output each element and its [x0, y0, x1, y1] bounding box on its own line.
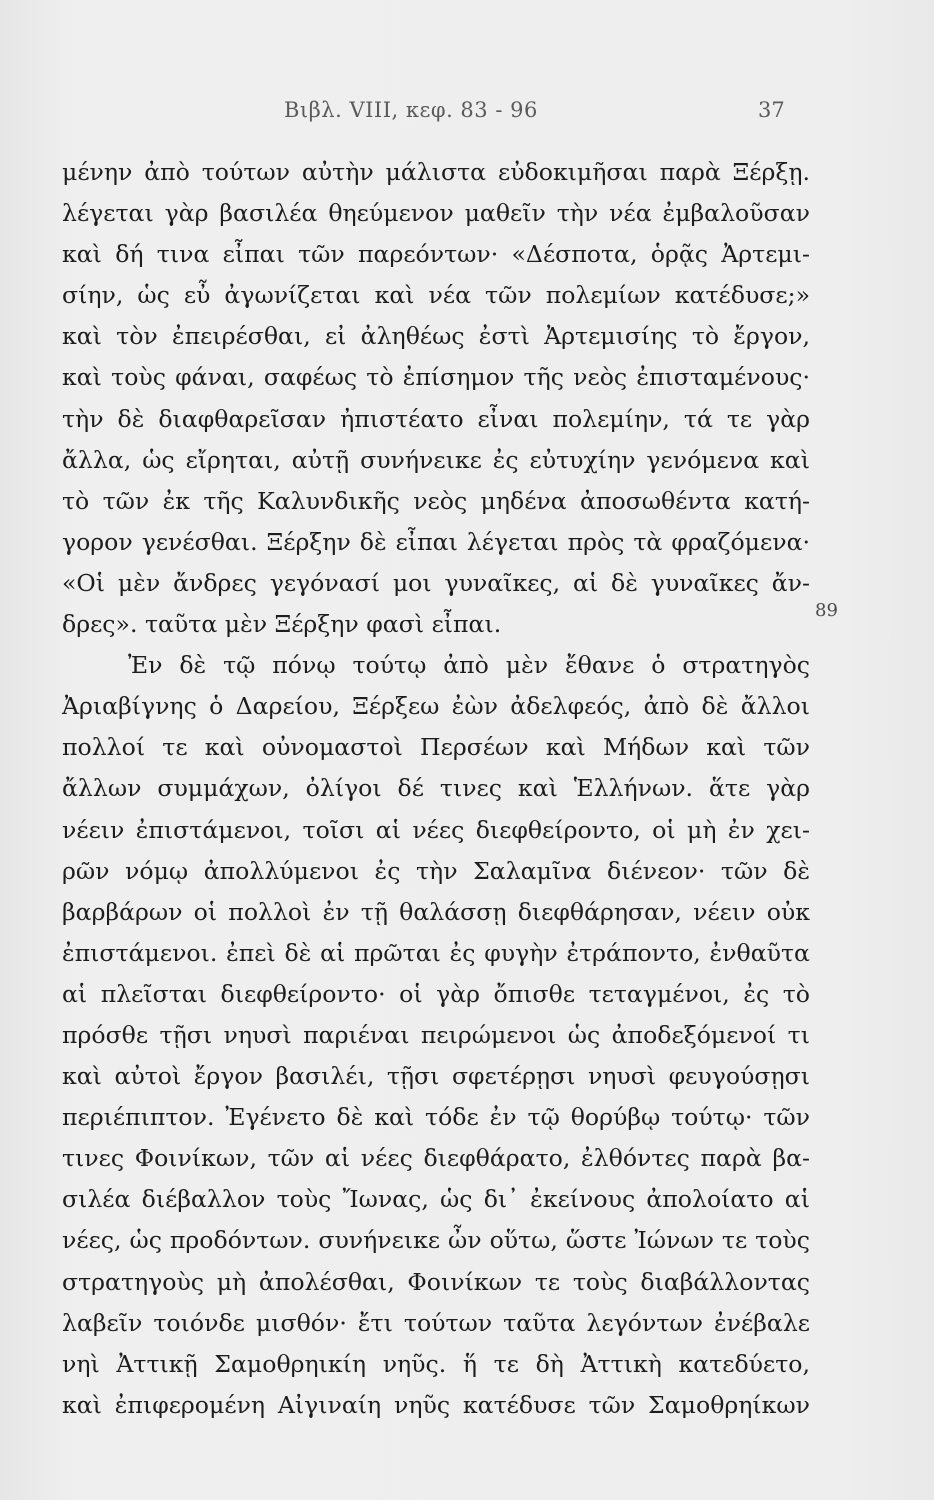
text-line: τὴν δὲ διαφθαρεῖσαν ἠπιστέατο εἶναι πολεμίην, τά τε γὰρ — [62, 404, 810, 433]
text-line: ἄλλων συμμάχων, ὀλίγοι δέ τινες καὶ Ἑλλήνων. ἅτε γὰρ — [62, 774, 810, 803]
text-line: πολλοί τε καὶ οὐνομαστοὶ Περσέων καὶ Μήδων καὶ τῶν — [62, 733, 810, 762]
text-line: καὶ δή τινα εἶπαι τῶν παρεόντων· «Δέσποτα, ὁρᾷς Ἀρτεμι- — [62, 240, 810, 269]
text-line: καὶ ἐπιφερομένη Αἰγιναίη νηῦς κατέδυσε τῶν Σαμοθρηίκων — [62, 1390, 810, 1419]
text-line: τινες Φοινίκων, τῶν αἱ νέες διεφθάρατο, ἐλθόντες παρὰ βα- — [62, 1144, 810, 1173]
page-number: 37 — [758, 98, 785, 122]
text-line: νέειν ἐπιστάμενοι, τοῖσι αἱ νέες διεφθείροντο, οἱ μὴ ἐν χει- — [62, 815, 810, 844]
text-line: τὸ τῶν ἐκ τῆς Καλυνδικῆς νεὸς μηδένα ἀποσωθέντα κατή- — [62, 486, 810, 515]
text-line: νηὶ Ἀττικῇ Σαμοθρηικίη νηῦς. ἥ τε δὴ Ἀττικὴ κατεδύετο, — [62, 1349, 810, 1378]
text-line: νέες, ὡς προδόντων. συνήνεικε ὦν οὕτω, ὥστε Ἰώνων τε τοὺς — [62, 1226, 810, 1255]
text-line: δρες». ταῦτα μὲν Ξέρξην φασὶ εἶπαι. — [62, 610, 502, 639]
text-line: «Οἱ μὲν ἄνδρες γεγόνασί μοι γυναῖκες, αἱ δὲ γυναῖκες ἄν- — [62, 568, 810, 597]
text-line: στρατηγοὺς μὴ ἀπολέσθαι, Φοινίκων τε τοὺς διαβάλλοντας — [62, 1267, 810, 1296]
text-line: ρῶν νόμῳ ἀπολλύμενοι ἐς τὴν Σαλαμῖνα διένεον· τῶν δὲ — [62, 856, 810, 885]
greek-text-body — [62, 152, 810, 1426]
text-line: πρόσθε τῇσι νηυσὶ παριέναι πειρώμενοι ὡς ἀποδεξόμενοί τι — [62, 1020, 810, 1049]
text-line: ἄλλα, ὡς εἴρηται, αὐτῇ συνήνεικε ἐς εὐτυχίην γενόμενα καὶ — [62, 445, 810, 474]
text-line: μένην ἀπὸ τούτων αὐτὴν μάλιστα εὐδοκιμῆσαι παρὰ Ξέρξῃ. — [62, 158, 810, 186]
text-line: καὶ τοὺς φάναι, σαφέως τὸ ἐπίσημον τῆς νεὸς ἐπισταμένους· — [62, 363, 810, 392]
running-head: Βιβλ. VIII, κεφ. 83 - 96 — [284, 98, 538, 122]
text-line: βαρβάρων οἱ πολλοὶ ἐν τῇ θαλάσσῃ διεφθάρησαν, νέειν οὐκ — [62, 897, 810, 926]
text-line: γορον γενέσθαι. Ξέρξην δὲ εἶπαι λέγεται πρὸς τὰ φραζόμενα· — [62, 527, 810, 556]
text-line: λαβεῖν τοιόνδε μισθόν· ἔτι τούτων ταῦτα λεγόντων ἐνέβαλε — [62, 1308, 810, 1337]
text-line: σίην, ὡς εὖ ἀγωνίζεται καὶ νέα τῶν πολεμίων κατέδυσε;» — [62, 281, 810, 310]
text-line: περιέπιπτον. Ἐγένετο δὲ καὶ τόδε ἐν τῷ θορύβῳ τούτῳ· τῶν — [62, 1103, 810, 1132]
margin-section-number: 89 — [815, 600, 838, 621]
text-line: λέγεται γὰρ βασιλέα θηεύμενον μαθεῖν τὴν νέα ἐμβαλοῦσαν — [62, 199, 810, 228]
text-line: αἱ πλεῖσται διεφθείροντο· οἱ γὰρ ὄπισθε τεταγμένοι, ἐς τὸ — [62, 979, 810, 1008]
text-line: ἐπιστάμενοι. ἐπεὶ δὲ αἱ πρῶται ἐς φυγὴν ἐτράποντο, ἐνθαῦτα — [62, 938, 810, 967]
text-line: καὶ αὐτοὶ ἔργον βασιλέι, τῇσι σφετέρῃσι νηυσὶ φευγούσῃσι — [62, 1062, 810, 1091]
text-line: Ἀριαβίγνης ὁ Δαρείου, Ξέρξεω ἐὼν ἀδελφεός, ἀπὸ δὲ ἄλλοι — [62, 692, 810, 721]
text-line-paragraph-start: Ἐν δὲ τῷ πόνῳ τούτῳ ἀπὸ μὲν ἔθανε ὁ στρατηγὸς — [128, 651, 810, 680]
text-line: καὶ τὸν ἐπειρέσθαι, εἰ ἀληθέως ἐστὶ Ἀρτεμισίης τὸ ἔργον, — [62, 322, 810, 351]
text-line: σιλέα διέβαλλον τοὺς Ἴωνας, ὡς δι᾽ ἐκείνους ἀπολοίατο αἱ — [62, 1185, 810, 1214]
